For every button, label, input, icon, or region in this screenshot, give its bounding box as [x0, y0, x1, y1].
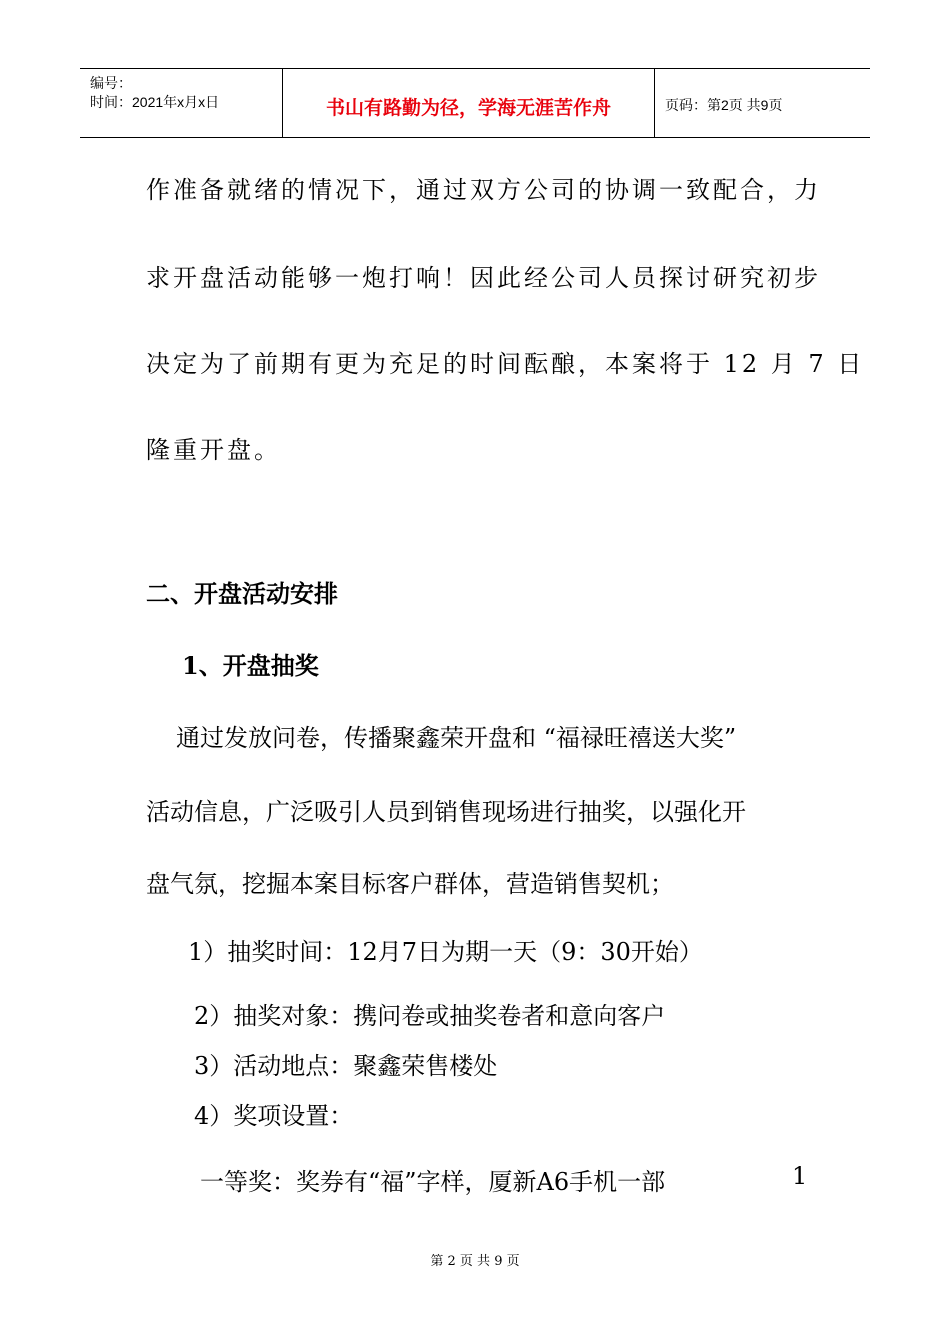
sub-heading: 1、开盘抽奖 [182, 651, 319, 680]
list-item: 4）奖项设置： [194, 1102, 354, 1130]
paragraph-line: 作准备就绪的情况下，通过双方公司的协调一致配合，力 [146, 176, 821, 204]
prize-first-count: 1 [792, 1162, 808, 1190]
document-number: 编号： [90, 75, 132, 91]
lottery-intro-line: 活动信息，广泛吸引人员到销售现场进行抽奖，以强化开 [146, 798, 746, 826]
list-item: 1）抽奖时间：12月7日为期一天（9：30开始） [188, 938, 703, 966]
header-cell-motto [283, 69, 655, 137]
paragraph-line: 隆重开盘。 [146, 436, 281, 464]
section-heading: 二、开盘活动安排 [146, 579, 338, 608]
header-page-number: 页码：第2页 共9页 [665, 97, 783, 113]
prize-first: 一等奖：奖券有“福”字样，厦新A6手机一部 [200, 1168, 666, 1196]
page-footer: 第 2 页 共 9 页 [430, 1254, 520, 1269]
lottery-intro-line: 盘气氛，挖掘本案目标客户群体，营造销售契机； [146, 870, 674, 898]
paragraph-line: 决定为了前期有更为充足的时间酝酿，本案将于 12 月 7 日 [146, 350, 865, 378]
header-cell-page [655, 69, 870, 137]
lottery-intro-line: 通过发放问卷，传播聚鑫荣开盘和 “福禄旺禧送大奖” [176, 724, 737, 752]
list-item: 3）活动地点：聚鑫荣售楼处 [194, 1052, 498, 1080]
header-table [80, 68, 870, 138]
header-cell-info [80, 69, 283, 137]
paragraph-line: 求开盘活动能够一炮打响！因此经公司人员探讨研究初步 [146, 264, 821, 292]
document-date: 时间：2021年x月x日 [90, 94, 220, 110]
list-item: 2）抽奖对象：携问卷或抽奖卷者和意向客户 [194, 1002, 666, 1030]
header-motto: 书山有路勤为径，学海无涯苦作舟 [325, 98, 611, 119]
